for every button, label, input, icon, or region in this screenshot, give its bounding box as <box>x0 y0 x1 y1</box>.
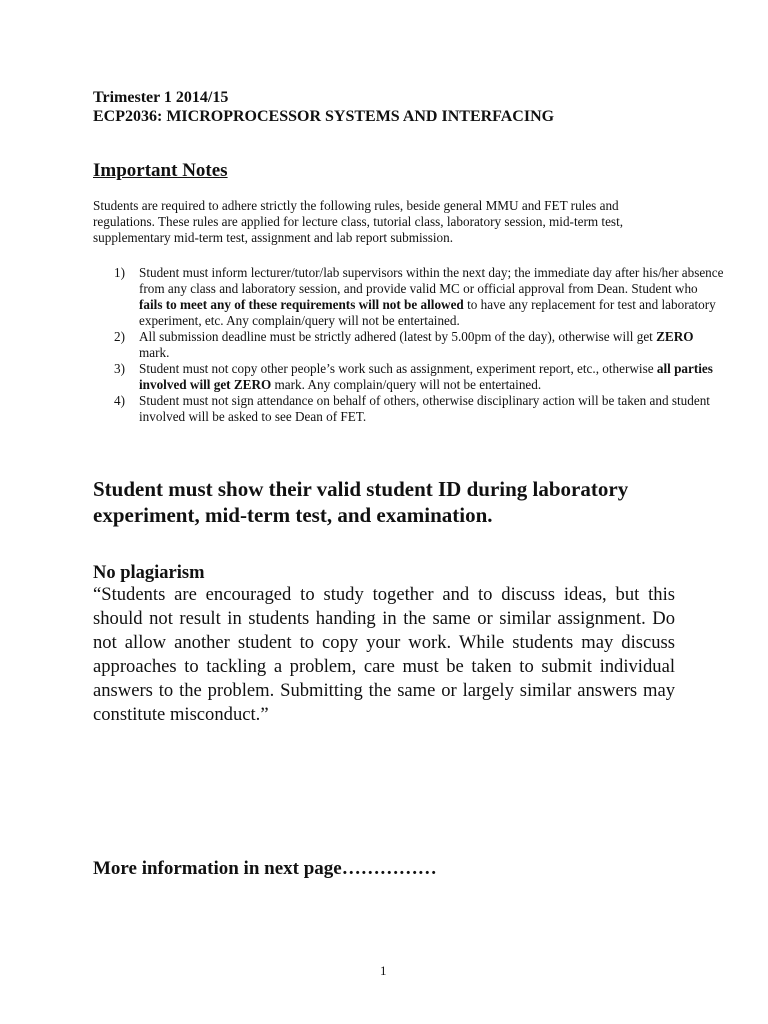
more-information-line: More information in next page…………… <box>93 858 437 879</box>
plagiarism-paragraph: “Students are encouraged to study together and to discuss ideas, but this should not result in students handing in the same or similar assignment. Do not allow another student to copy your work. While students may discuss approaches to tackling a problem, care must be taken to submit individual answers to the problem. Submitting the same or largely similar answers may constitute misconduct.” <box>93 584 675 725</box>
rule-item <box>114 393 724 425</box>
rule-number: 2) <box>114 329 125 344</box>
rule-text-end: to have any replacement for test and laboratory experiment, etc. Any complain/query will not be entertained. <box>139 297 716 328</box>
rule-text: Student must not sign attendance on behalf of others, otherwise disciplinary action will be taken and student involved will be asked to see Dean of FET. <box>139 393 710 424</box>
rule-number: 3) <box>114 361 125 376</box>
important-notes-title: Important Notes <box>93 160 228 181</box>
rule-emphasis: fails to meet any of these requirements will not be allowed <box>139 297 464 312</box>
rule-text-end: mark. Any complain/query will not be entertained. <box>271 377 542 392</box>
rule-item <box>114 265 724 329</box>
rule-emphasis: ZERO <box>656 329 694 344</box>
rule-text: Student must inform lecturer/tutor/lab supervisors within the next day; the immediate day after his/her absence from any class and laboratory session, and provide valid MC or official approval from Dean. Student who <box>139 265 724 296</box>
rule-item <box>114 361 724 393</box>
course-heading: ECP2036: MICROPROCESSOR SYSTEMS AND INTERFACING <box>93 108 555 125</box>
rule-number: 4) <box>114 393 125 408</box>
page-number: 1 <box>380 963 387 978</box>
notes-intro-paragraph: Students are required to adhere strictly the following rules, beside general MMU and FET rules and regulations. These rules are applied for lecture class, tutorial class, laboratory session, mid-term test, supplementary mid-term test, assignment and lab report submission. <box>93 198 624 245</box>
trimester-heading: Trimester 1 2014/15 <box>93 89 229 106</box>
student-id-notice: Student must show their valid student ID during laboratory experiment, mid-term test, and examination. <box>93 477 629 527</box>
plagiarism-title: No plagiarism <box>93 563 205 583</box>
rule-number: 1) <box>114 265 125 280</box>
rule-text: All submission deadline must be strictly adhered (latest by 5.00pm of the day), otherwise will get <box>139 329 657 344</box>
rule-item <box>114 329 724 361</box>
rule-text: Student must not copy other people’s work such as assignment, experiment report, etc., otherwise <box>139 361 657 376</box>
rule-text-end: mark. <box>139 345 170 360</box>
rules-list <box>93 265 724 425</box>
rule-emphasis: all parties involved will get ZERO <box>139 361 713 392</box>
